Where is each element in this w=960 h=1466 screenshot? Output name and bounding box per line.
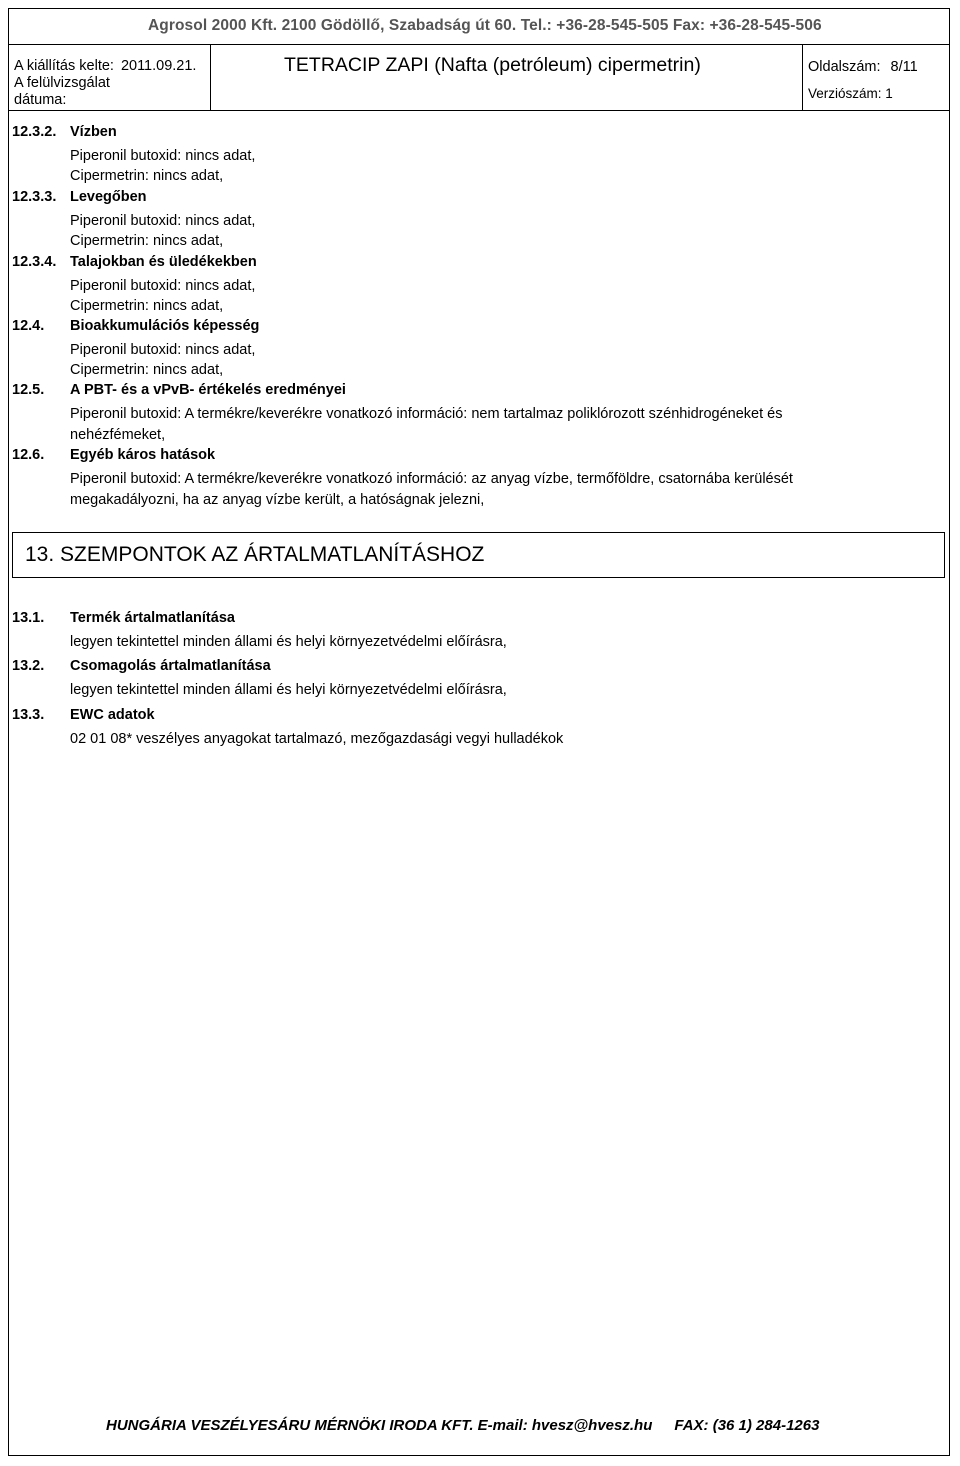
- section-title: EWC adatok: [70, 707, 155, 723]
- section-title: A PBT- és a vPvB- értékelés eredményei: [70, 382, 346, 398]
- page-number-value: 8/11: [890, 59, 918, 75]
- section-title: Egyéb káros hatások: [70, 447, 216, 463]
- text-line: Piperonil butoxid: A termékre/keverékre vonatkozó információ: az anyag vízbe, termőföldre, csatornába kerülését: [70, 471, 793, 487]
- header-separator-right: [802, 44, 803, 110]
- section-title: Vízben: [70, 124, 117, 140]
- section-title: Csomagolás ártalmatlanítása: [70, 658, 271, 674]
- text-line: 02 01 08* veszélyes anyagokat tartalmazó, mezőgazdasági vegyi hulladékok: [70, 731, 564, 747]
- issue-date-label: A kiállítás kelte:: [14, 58, 114, 74]
- section-number: 12.5.: [12, 382, 45, 398]
- section-13-heading: 13. SZEMPONTOK AZ ÁRTALMATLANÍTÁSHOZ: [25, 543, 485, 566]
- section-title: Bioakkumulációs képesség: [70, 318, 260, 334]
- text-line: Piperonil butoxid: nincs adat,: [70, 213, 256, 229]
- issue-info: [14, 58, 196, 109]
- header-separator-left: [210, 44, 211, 110]
- text-line: legyen tekintettel minden állami és helyi környezetvédelmi előírásra,: [70, 634, 507, 650]
- text-line: legyen tekintettel minden állami és helyi környezetvédelmi előírásra,: [70, 682, 507, 698]
- text-line: Cipermetrin: nincs adat,: [70, 233, 224, 249]
- section-title: Levegőben: [70, 189, 147, 205]
- text-line: Cipermetrin: nincs adat,: [70, 298, 224, 314]
- header-divider-top: [8, 44, 950, 45]
- page-info: [808, 59, 918, 102]
- section-number: 12.6.: [12, 447, 45, 463]
- company-header: Agrosol 2000 Kft. 2100 Gödöllő, Szabadság út 60. Tel.: +36-28-545-505 Fax: +36-28-545-506: [148, 17, 822, 34]
- section-number: 12.3.4.: [12, 254, 57, 270]
- text-line: Cipermetrin: nincs adat,: [70, 168, 224, 184]
- revision-date-label-1: A felülvizsgálat: [14, 75, 110, 91]
- text-line: Piperonil butoxid: A termékre/keverékre vonatkozó információ: nem tartalmaz poliklórozott szénhidrogéneket és: [70, 406, 783, 422]
- section-number: 13.2.: [12, 658, 45, 674]
- section-number: 12.3.2.: [12, 124, 57, 140]
- text-line: Piperonil butoxid: nincs adat,: [70, 342, 256, 358]
- footer-organization: HUNGÁRIA VESZÉLYESÁRU MÉRNÖKI IRODA KFT. E-mail: hvesz@hvesz.hu: [106, 1417, 653, 1434]
- section-number: 13.1.: [12, 610, 45, 626]
- revision-date-label-2: dátuma:: [14, 92, 67, 108]
- page-number-label: Oldalszám:: [808, 59, 881, 75]
- text-line: Piperonil butoxid: nincs adat,: [70, 278, 256, 294]
- section-title: Talajokban és üledékekben: [70, 254, 257, 270]
- issue-date-value: 2011.09.21.: [120, 58, 197, 74]
- section-number: 12.3.3.: [12, 189, 57, 205]
- section-title: Termék ártalmatlanítása: [70, 610, 235, 626]
- section-number: 12.4.: [12, 318, 45, 334]
- text-line: Cipermetrin: nincs adat,: [70, 362, 224, 378]
- version-number: Verziószám: 1: [808, 86, 893, 101]
- section-number: 13.3.: [12, 707, 45, 723]
- text-line: nehézfémeket,: [70, 427, 166, 443]
- section-13-heading-box: [12, 532, 945, 578]
- footer: [106, 1417, 819, 1434]
- footer-fax: FAX: (36 1) 284-1263: [674, 1417, 820, 1434]
- header-divider-bottom: [8, 110, 950, 111]
- document-title: TETRACIP ZAPI (Nafta (petróleum) cipermetrin): [284, 54, 701, 76]
- text-line: megakadályozni, ha az anyag vízbe került, a hatóságnak jelezni,: [70, 492, 485, 508]
- text-line: Piperonil butoxid: nincs adat,: [70, 148, 256, 164]
